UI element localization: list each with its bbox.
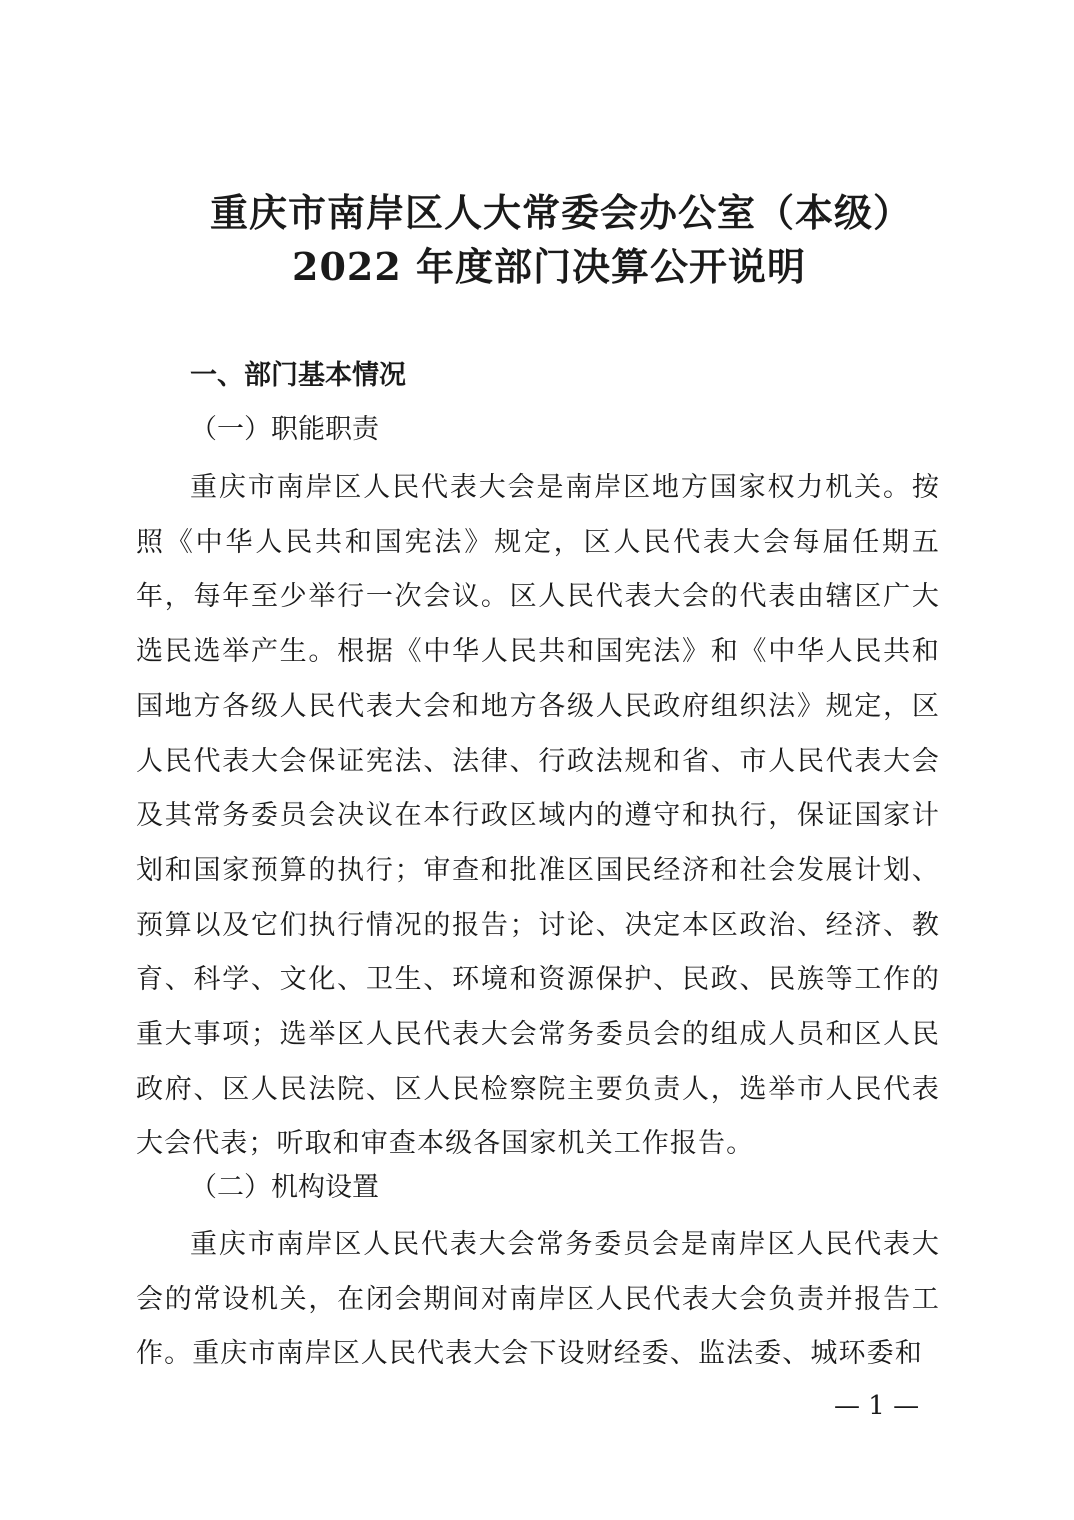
subsection-heading-functions: （一）职能职责 <box>190 414 379 445</box>
paragraph-functions: 重庆市南岸区人民代表大会是南岸区地方国家权力机关。按照《中华人民共和国宪法》规定，区人民代表大会每届任期五年，每年至少举行一次会议。区人民代表大会的代表由辖区广大选民选举产生。根据《中华人民共和国宪法》和《中华人民共和国地方各级人民代表大会和地方各级人民政府组织法》规定，区人民代表大会保证宪法、法律、行政法规和省、市人民代表大会及其常务委员会决议在本行政区域内的遵守和执行，保证国家计划和国家预算的执行；审查和批准区国民经济和社会发展计划、预算以及它们执行情况的报告；讨论、决定本区政治、经济、教育、科学、文化、卫生、环境和资源保护、民政、民族等工作的重大事项；选举区人民代表大会常务委员会的组成人员和区人民政府、区人民法院、区人民检察院主要负责人，选举市人民代表大会代表；听取和审查本级各国家机关工作报告。 <box>136 472 940 1160</box>
section-heading-basic-info: 一、部门基本情况 <box>190 360 406 391</box>
document-title-line2: 2022 年度部门决算公开说明 <box>292 244 806 289</box>
document-title-line1: 重庆市南岸区人大常委会办公室（本级） <box>210 190 913 235</box>
page-number: — 1 — <box>834 1391 920 1421</box>
subsection-heading-organization: （二）机构设置 <box>190 1172 379 1203</box>
paragraph-organization: 重庆市南岸区人民代表大会常务委员会是南岸区人民代表大会的常设机关，在闭会期间对南岸区人民代表大会负责并报告工作。重庆市南岸区人民代表大会下设财经委、监法委、城环委和 <box>136 1229 940 1370</box>
